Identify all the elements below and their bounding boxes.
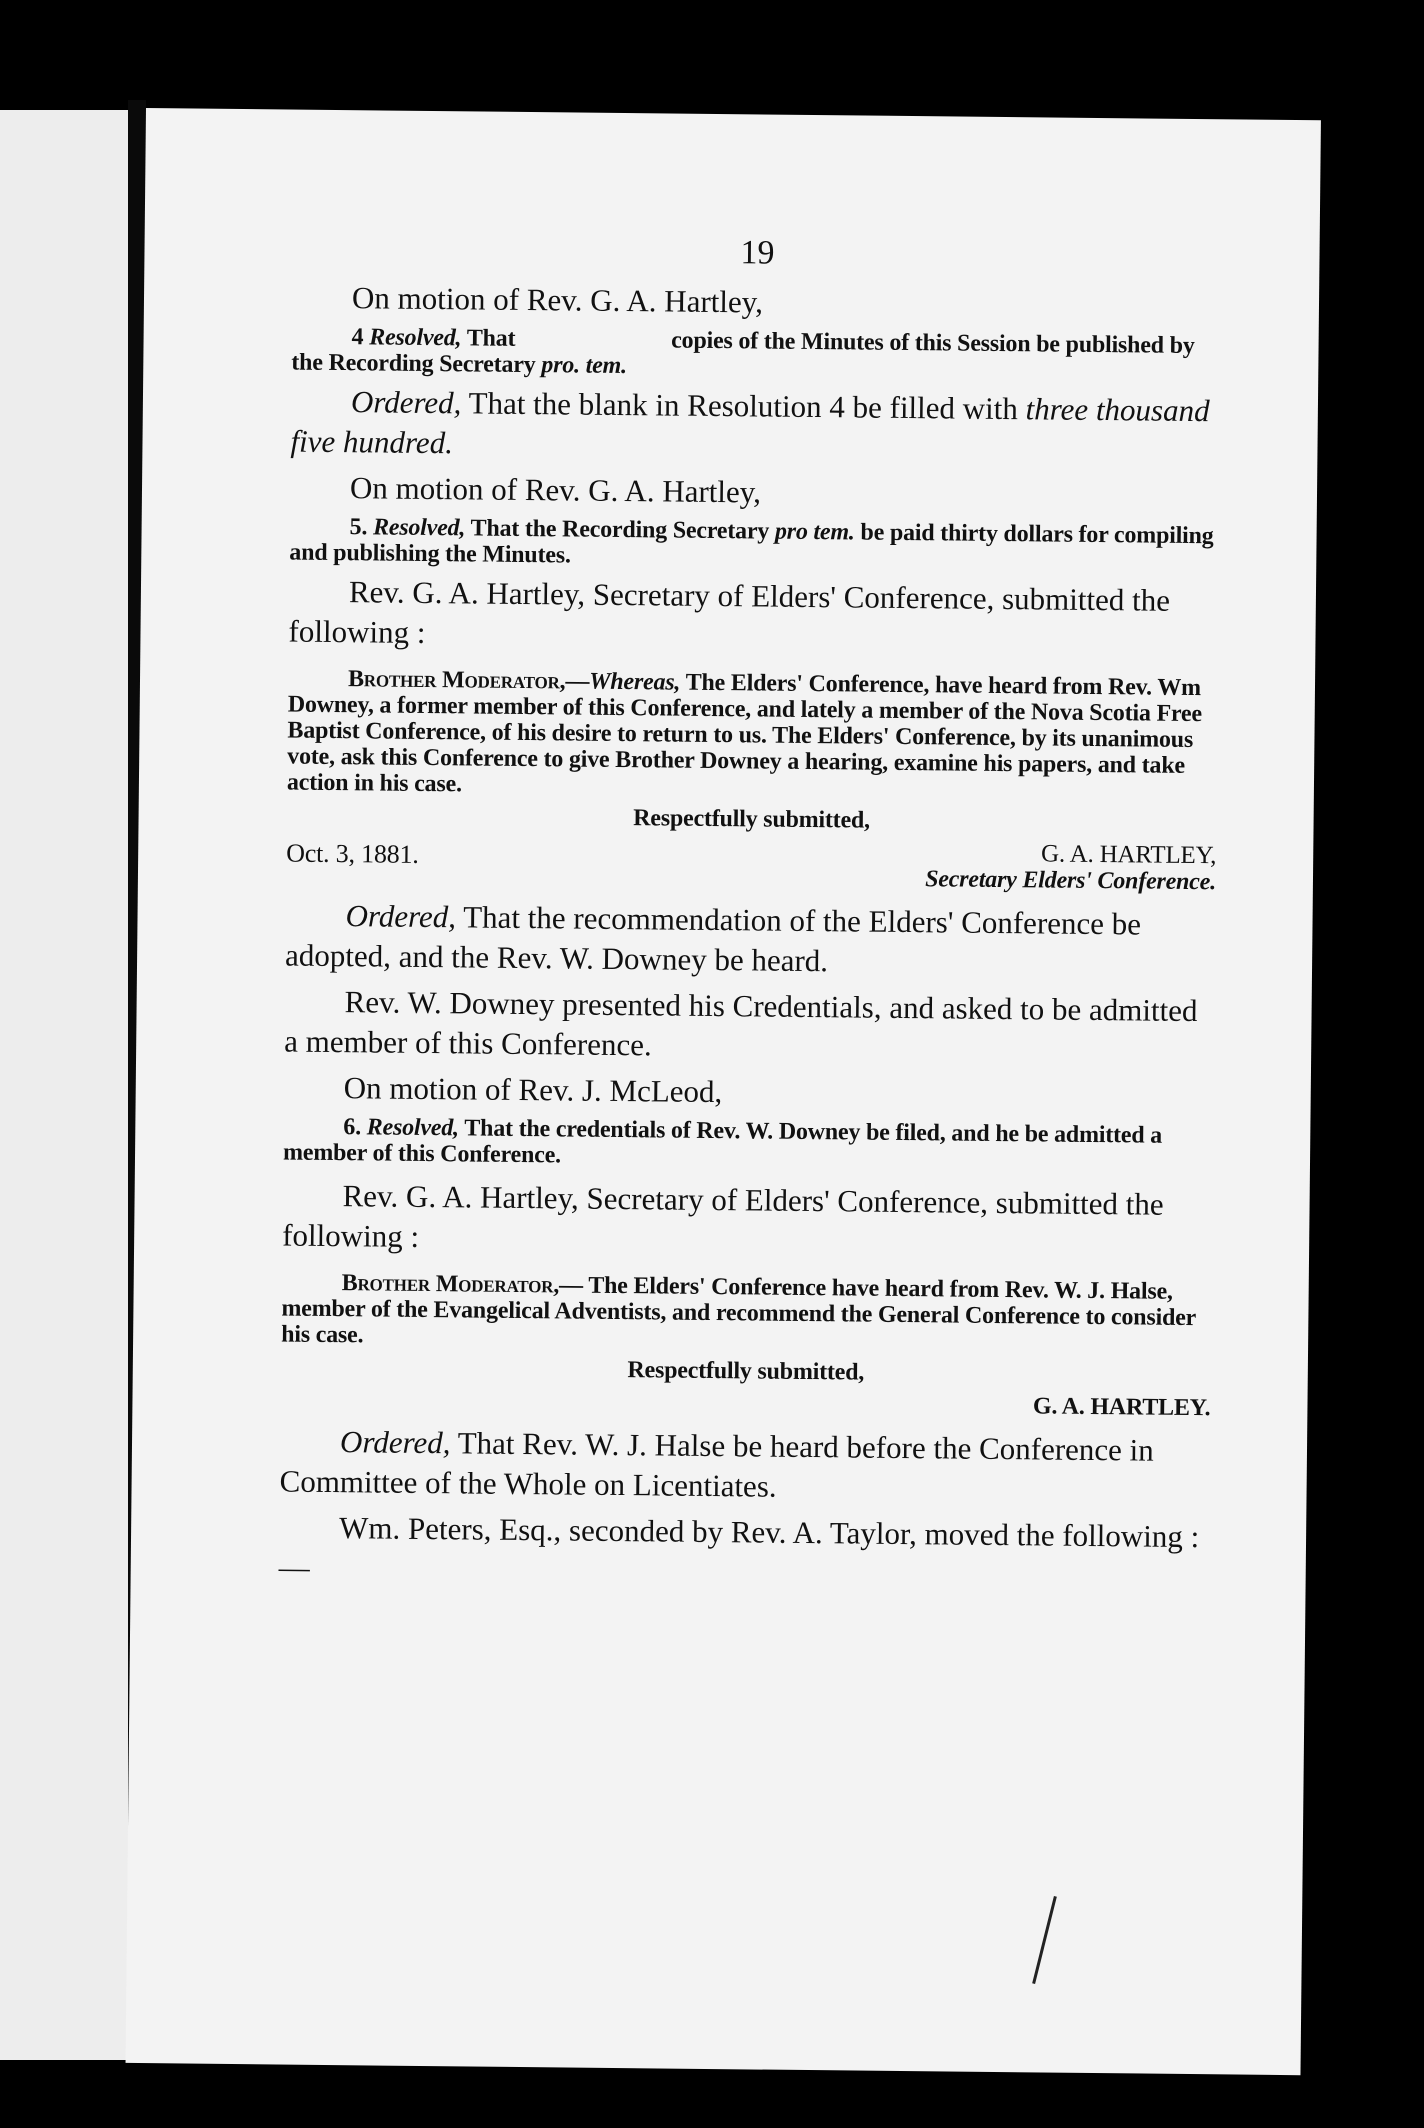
report-text: The Elders' Conference, have heard from Rev. Wm Downey, a former member of this Conference, and lately a member of the Nova Scotia Free Baptist Conference, of his desire to return to us. The Elders' Conference, by its unanimous vote, ask this Conference to give Brother Downey a hearing, examine his papers, and take action in his case. (286, 669, 1203, 798)
motion-mcleod: On motion of Rev. J. McLeod, (343, 1070, 723, 1110)
resolution-text: be paid thirty dollars for compiling and publishing the Minutes. (289, 519, 1214, 569)
ordered-label: Ordered, (345, 898, 457, 935)
signer-name: G. A. HARTLEY, (1040, 840, 1217, 870)
report-body (281, 1269, 1212, 1357)
signer-title (925, 866, 1216, 895)
resolved-label: Resolved, (372, 514, 466, 542)
elders-report-1 (286, 666, 1218, 896)
report-closing: Respectfully submitted, (633, 805, 871, 834)
elders-report-2 (280, 1269, 1211, 1421)
resolution-text: That (466, 325, 516, 352)
ordered-text: That the blank in Resolution 4 be filled with (468, 385, 1019, 427)
ordered-1 (290, 382, 1221, 472)
book-page (126, 108, 1321, 2075)
ordered-label: Ordered, (350, 384, 462, 421)
resolution-text: That the credentials of Rev. W. Downey be filed, and he be admitted a member of this Conference. (282, 1115, 1163, 1169)
ordered-label: Ordered, (339, 1424, 451, 1461)
resolution-5 (289, 514, 1219, 576)
resolved-label: Resolved, (366, 1114, 460, 1142)
downey-credentials: Rev. W. Downey presented his Credentials, and asked to be admitted a member of this Conference. (284, 984, 1198, 1063)
resolution-6 (283, 1113, 1213, 1175)
ordered-2 (285, 896, 1216, 986)
motion-hartley-1: On motion of Rev. G. A. Hartley, (351, 280, 764, 320)
pro-tem: pro. tem. (541, 352, 628, 380)
signature-row (286, 834, 1216, 896)
resolved-label: Resolved, (369, 324, 462, 352)
submission-2: Rev. G. A. Hartley, Secretary of Elders' Conference, submitted the following : (282, 1178, 1164, 1254)
resolution-number: 6. (343, 1114, 362, 1141)
ordered-text: That Rev. W. J. Halse be heard before the Conference in Committee of the Whole on Licentiates. (279, 1425, 1154, 1504)
report-date: Oct. 3, 1881. (286, 838, 419, 869)
resolution-text: That the Recording Secretary (470, 515, 770, 545)
pro-tem: pro tem. (774, 518, 855, 546)
resolution-number: 5. (349, 514, 368, 541)
page-content (278, 230, 1222, 1604)
whereas-label: Whereas, (589, 668, 681, 696)
resolution-text: copies of the Minutes of this Session be published by the Recording Secretary (291, 327, 1195, 379)
resolution-number: 4 (351, 324, 364, 351)
report-closing: Respectfully submitted, (627, 1357, 865, 1386)
salutation: Brother Moderator,— (347, 666, 590, 695)
motion-hartley-2: On motion of Rev. G. A. Hartley, (349, 470, 762, 510)
salutation: Brother Moderator,— (341, 1270, 584, 1299)
report-body (287, 666, 1218, 806)
blank-space (515, 346, 665, 348)
submission-1: Rev. G. A. Hartley, Secretary of Elders' Conference, submitted the following : (288, 574, 1171, 650)
signer-title-text: Secretary Elders' Conference. (925, 866, 1217, 896)
signature-block (925, 840, 1216, 895)
page-number: 19 (740, 234, 775, 272)
resolution-4 (291, 324, 1221, 386)
signer-name: G. A. HARTLEY. (1032, 1393, 1211, 1422)
ordered-text: That the recommendation of the Elders' Conference be adopted, and the Rev. W. Downey be heard. (284, 899, 1142, 979)
ordered-italic: three thousand five hundred. (290, 391, 1210, 461)
report-text: The Elders' Conference have heard from Rev. W. J. Halse, member of the Evangelical Adventists, and recommend the General Conference to consider his case. (281, 1272, 1196, 1349)
ordered-3 (279, 1421, 1210, 1511)
motion-peters: Wm. Peters, Esq., seconded by Rev. A. Taylor, moved the following :— (278, 1510, 1200, 1585)
left-page-edge (0, 110, 128, 2060)
